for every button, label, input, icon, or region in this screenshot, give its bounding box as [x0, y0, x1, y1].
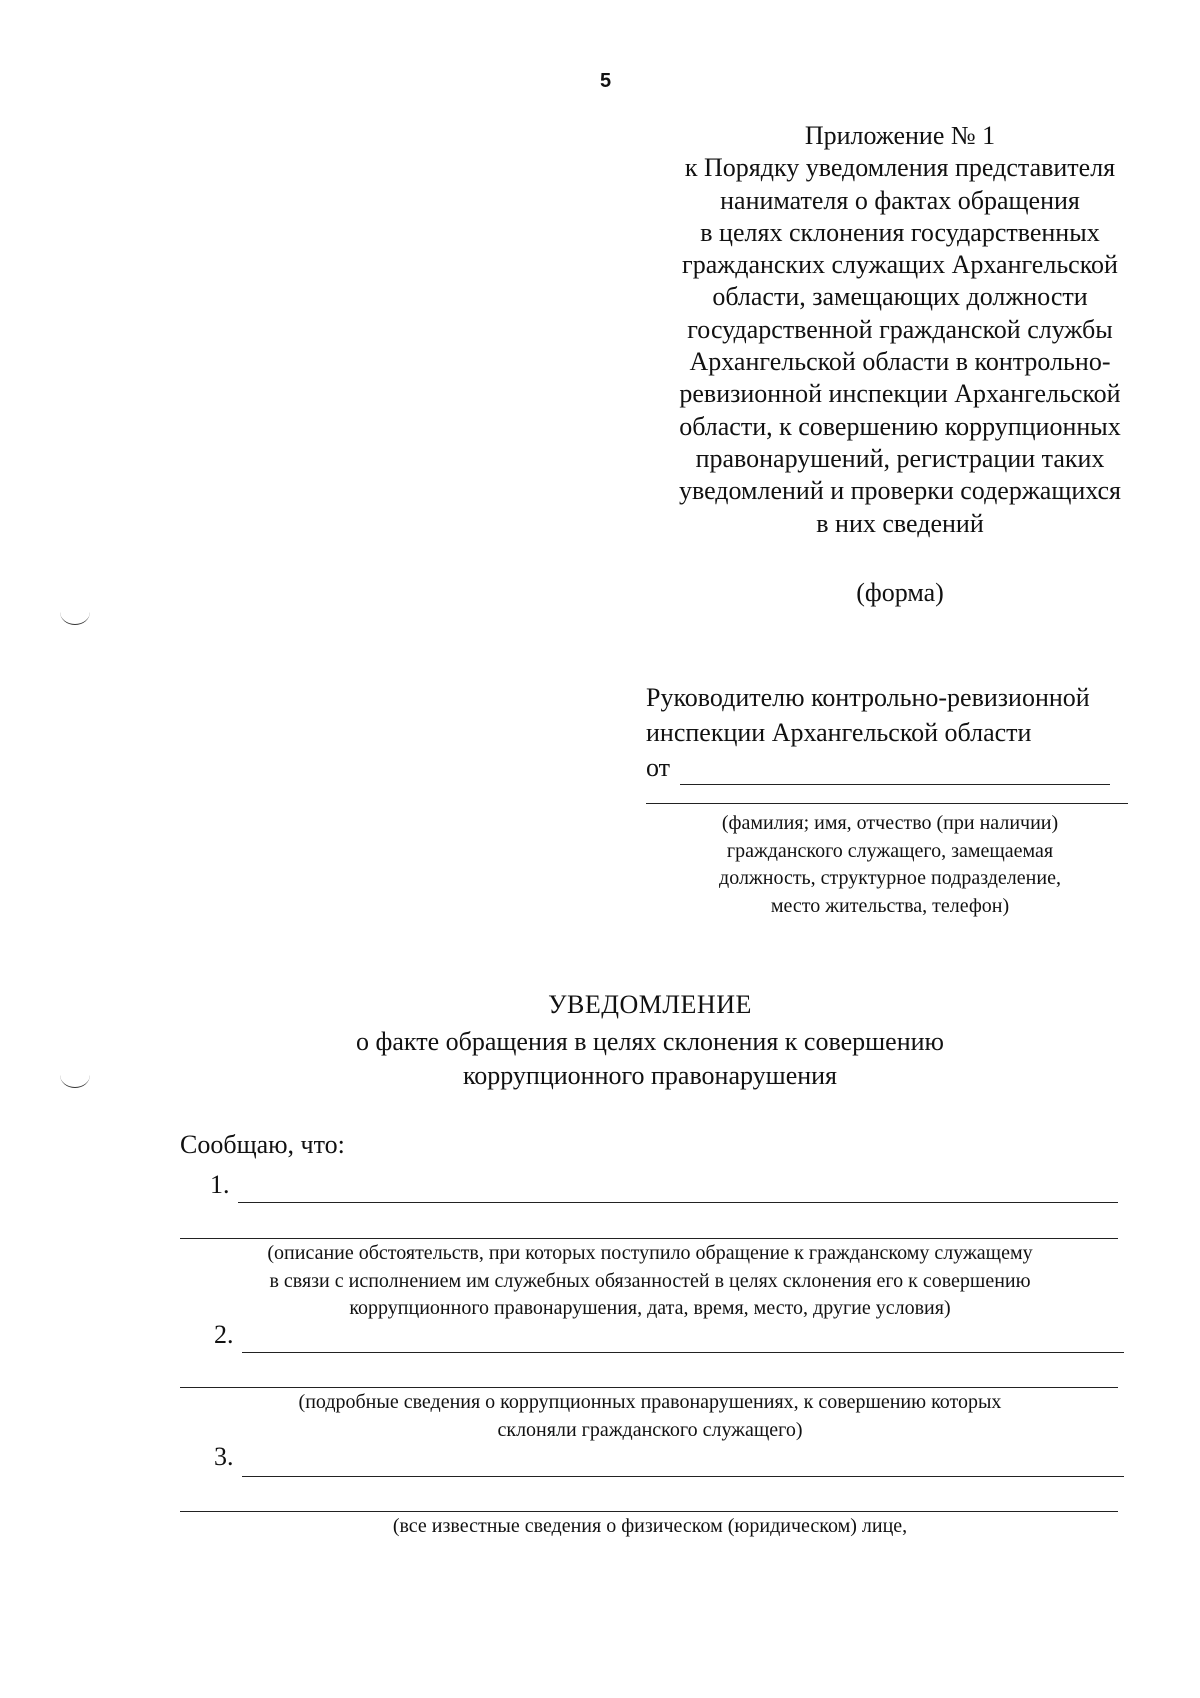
form-label: (форма): [856, 578, 944, 607]
addressee-line: Руководителю контрольно-ревизионной: [646, 683, 1090, 712]
item-3-blank-line-2[interactable]: [180, 1511, 1118, 1512]
page-number: 5: [600, 70, 612, 92]
appendix-line: уведомлений и проверки содержащихся: [678, 476, 1122, 506]
subtitle-line: коррупционного правонарушения: [462, 1061, 838, 1090]
sender-hint: [640, 810, 1140, 920]
hint-line: (фамилия; имя, отчество (при наличии): [721, 812, 1059, 834]
hint-line: должность, структурное подразделение,: [719, 867, 1061, 889]
notice-title: УВЕДОМЛЕНИЕ: [548, 990, 752, 1019]
item-number: 2.: [214, 1320, 234, 1349]
from-label: от: [646, 753, 671, 782]
from-blank-line[interactable]: [680, 756, 1110, 785]
item-2-blank-line-2[interactable]: [180, 1387, 1118, 1388]
item-1-blank-line[interactable]: [238, 1202, 1118, 1203]
appendix-line: нанимателя о фактах обращения: [720, 185, 1080, 215]
hint-line: (все известные сведения о физическом (юридическом) лице,: [392, 1515, 908, 1537]
appendix-header: [640, 120, 1160, 540]
hint-line: место жительства, телефон): [770, 894, 1010, 917]
appendix-line: ревизионной инспекции Архангельской: [679, 379, 1121, 409]
appendix-line: гражданских служащих Архангельской: [682, 250, 1118, 280]
appendix-line: области, замещающих должности: [712, 282, 1088, 312]
item-2-blank-line[interactable]: [242, 1352, 1124, 1353]
addressee-block: [646, 680, 1176, 785]
hint-line: в связи с исполнением им служебных обязанностей в целях склонения его к совершению: [269, 1269, 1031, 1292]
appendix-line: Приложение № 1: [804, 121, 996, 150]
hint-line: (описание обстоятельств, при которых поступило обращение к гражданскому служащему: [267, 1242, 1033, 1264]
appendix-line: Архангельской области в контрольно-: [689, 347, 1111, 377]
binding-hole-mark: [60, 612, 90, 625]
appendix-line: правонарушений, регистрации таких: [695, 443, 1105, 473]
intro-text: Сообщаю, что:: [180, 1130, 345, 1159]
hint-line: (подробные сведения о коррупционных правонарушениях, к совершению которых: [298, 1391, 1002, 1413]
item-1-hint: [180, 1240, 1120, 1323]
item-1-blank-line-2[interactable]: [180, 1238, 1118, 1239]
subtitle-line: о факте обращения в целях склонения к совершению: [356, 1027, 944, 1056]
item-3-blank-line[interactable]: [242, 1476, 1124, 1477]
appendix-line: в целях склонения государственных: [700, 217, 1100, 247]
item-number: 3.: [214, 1442, 234, 1471]
hint-line: гражданского служащего, замещаемая: [726, 839, 1054, 862]
item-2-hint: [180, 1389, 1120, 1444]
from-field[interactable]: [646, 750, 1176, 785]
hint-line: коррупционного правонарушения, дата, время, место, другие условия): [349, 1297, 951, 1319]
sender-blank-line[interactable]: [646, 803, 1128, 804]
item-number: 1.: [210, 1170, 230, 1199]
item-3-hint: [180, 1513, 1120, 1541]
appendix-line: к Порядку уведомления представителя: [684, 153, 1116, 183]
addressee-line: инспекции Архангельской области: [646, 718, 1032, 747]
appendix-line: в них сведений: [816, 508, 984, 538]
appendix-line: области, к совершению коррупционных: [679, 411, 1121, 441]
notice-subtitle: [300, 1025, 1000, 1093]
hint-line: склоняли гражданского служащего): [497, 1418, 803, 1441]
binding-hole-mark: [60, 1075, 90, 1088]
appendix-line: государственной гражданской службы: [687, 314, 1113, 344]
